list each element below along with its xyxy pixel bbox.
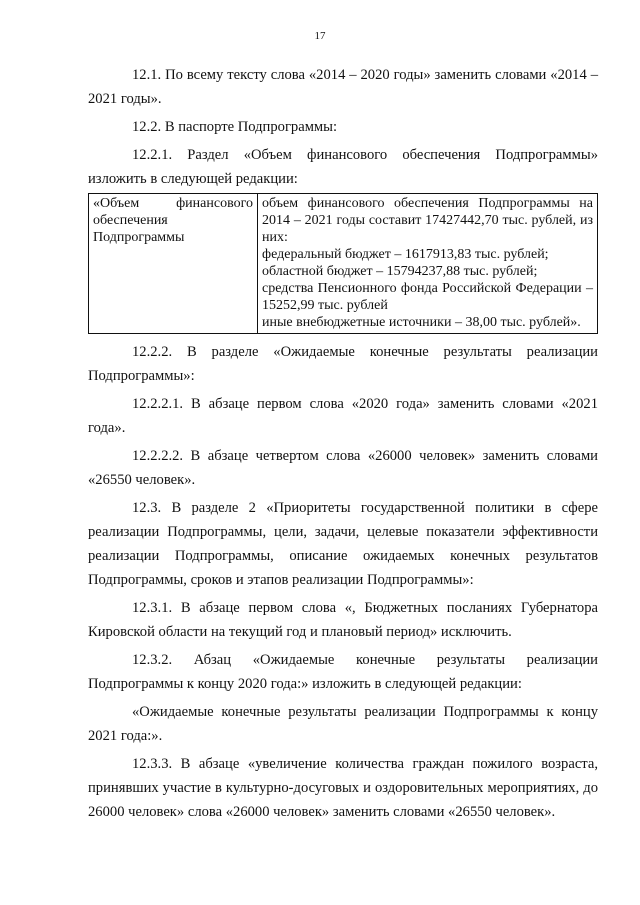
funding-other-line: иные внебюджетные источники – 38,00 тыс. рублей». (262, 315, 581, 330)
paragraph-12-3-3: 12.3.3. В абзаце «увеличение количества граждан пожилого возраста, принявших участие в культурно-досуговых и оздоровительных мероприятиях, до 26000 человек» слова «26000 человек» заменить словами «26550 человек». (88, 756, 598, 820)
paragraph-12-3-2: 12.3.2. Абзац «Ожидаемые конечные результаты реализации Подпрограммы к концу 2020 года:» изложить в следующей редакции: (88, 652, 598, 692)
paragraph-12-3-1: 12.3.1. В абзаце первом слова «, Бюджетных посланиях Губернатора Кировской области на текущий год и плановый период» исключить. (88, 600, 598, 640)
passport-table (88, 193, 598, 334)
table-row (89, 194, 598, 334)
page-number: 17 (314, 30, 326, 42)
funding-total-line: объем финансового обеспечения Подпрограммы на 2014 – 2021 годы составит 17427442,70 тыс. рублей, из них: (262, 196, 593, 245)
funding-federal-line: федеральный бюджет – 1617913,83 тыс. рублей; (262, 247, 549, 262)
table-cell-section-content (258, 194, 598, 334)
paragraph-12-2-1: 12.2.1. Раздел «Объем финансового обеспечения Подпрограммы» изложить в следующей редакции: (88, 147, 598, 187)
paragraph-12-3-2-quote: «Ожидаемые конечные результаты реализации Подпрограммы к концу 2021 года:». (88, 704, 598, 744)
passport-table-wrapper (88, 193, 598, 334)
funding-pension-fund-line: средства Пенсионного фонда Российской Федерации – 15252,99 тыс. рублей (262, 281, 593, 313)
table-cell-section-name: «Объем финансового обеспечения Подпрограммы (89, 194, 258, 334)
paragraph-12-2-2-1: 12.2.2.1. В абзаце первом слова «2020 года» заменить словами «2021 года». (88, 396, 598, 436)
paragraph-12-1: 12.1. По всему тексту слова «2014 – 2020 годы» заменить словами «2014 – 2021 годы». (88, 67, 598, 107)
paragraph-12-2-2: 12.2.2. В разделе «Ожидаемые конечные результаты реализации Подпрограммы»: (88, 344, 598, 384)
document-body (88, 63, 598, 824)
paragraph-12-3: 12.3. В разделе 2 «Приоритеты государственной политики в сфере реализации Подпрограммы, цели, задачи, целевые показатели эффективности реализации Подпрограммы, описание ожидаемых конечных результатов Подпрограммы, сроков и этапов реализации Подпрограммы»: (88, 500, 598, 588)
paragraph-12-2: 12.2. В паспорте Подпрограммы: (132, 119, 338, 135)
paragraph-12-2-2-2: 12.2.2.2. В абзаце четвертом слова «26000 человек» заменить словами «26550 человек». (88, 448, 598, 488)
funding-regional-line: областной бюджет – 15794237,88 тыс. рублей; (262, 264, 538, 279)
